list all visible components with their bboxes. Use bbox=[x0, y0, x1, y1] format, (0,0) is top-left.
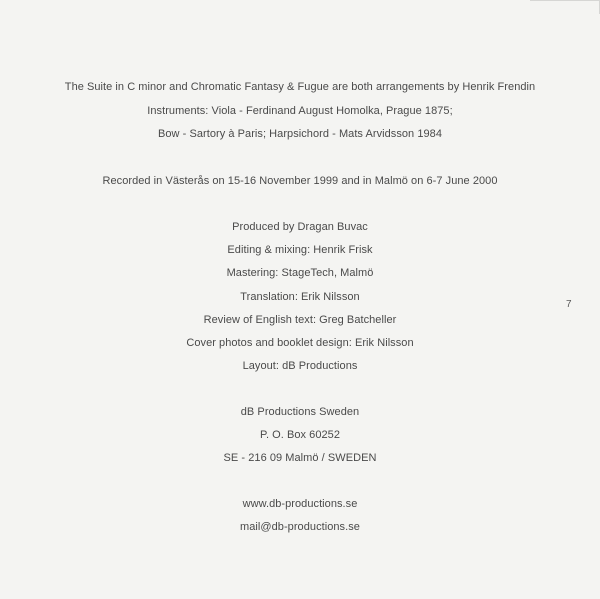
arrangement-credit: The Suite in C minor and Chromatic Fantasy & Fugue are both arrangements by Henrik Frendin bbox=[64, 81, 536, 93]
postal-box: P. O. Box 60252 bbox=[259, 429, 341, 441]
producer-credit: Produced by Dragan Buvac bbox=[232, 221, 368, 233]
email-link[interactable]: mail@db-productions.se bbox=[240, 521, 360, 533]
instruments-credit-line1: Instruments: Viola - Ferdinand August Homolka, Prague 1875; bbox=[147, 105, 453, 117]
review-credit: Review of English text: Greg Batcheller bbox=[203, 314, 397, 326]
company-name: dB Productions Sweden bbox=[240, 406, 360, 418]
instruments-credit-line2: Bow - Sartory à Paris; Harpsichord - Mats Arvidsson 1984 bbox=[157, 128, 443, 140]
postal-city: SE - 216 09 Malmö / SWEDEN bbox=[223, 452, 377, 464]
cover-design-credit: Cover photos and booklet design: Erik Nilsson bbox=[186, 337, 414, 349]
mastering-credit: Mastering: StageTech, Malmö bbox=[226, 267, 374, 279]
website-link[interactable]: www.db-productions.se bbox=[242, 498, 358, 510]
recording-info: Recorded in Västerås on 15-16 November 1999 and in Malmö on 6-7 June 2000 bbox=[102, 175, 498, 187]
translation-credit: Translation: Erik Nilsson bbox=[240, 291, 360, 303]
editing-credit: Editing & mixing: Henrik Frisk bbox=[227, 244, 373, 256]
corner-crop-mark bbox=[530, 0, 600, 14]
page-number: 7 bbox=[566, 299, 572, 310]
layout-credit: Layout: dB Productions bbox=[242, 360, 358, 372]
